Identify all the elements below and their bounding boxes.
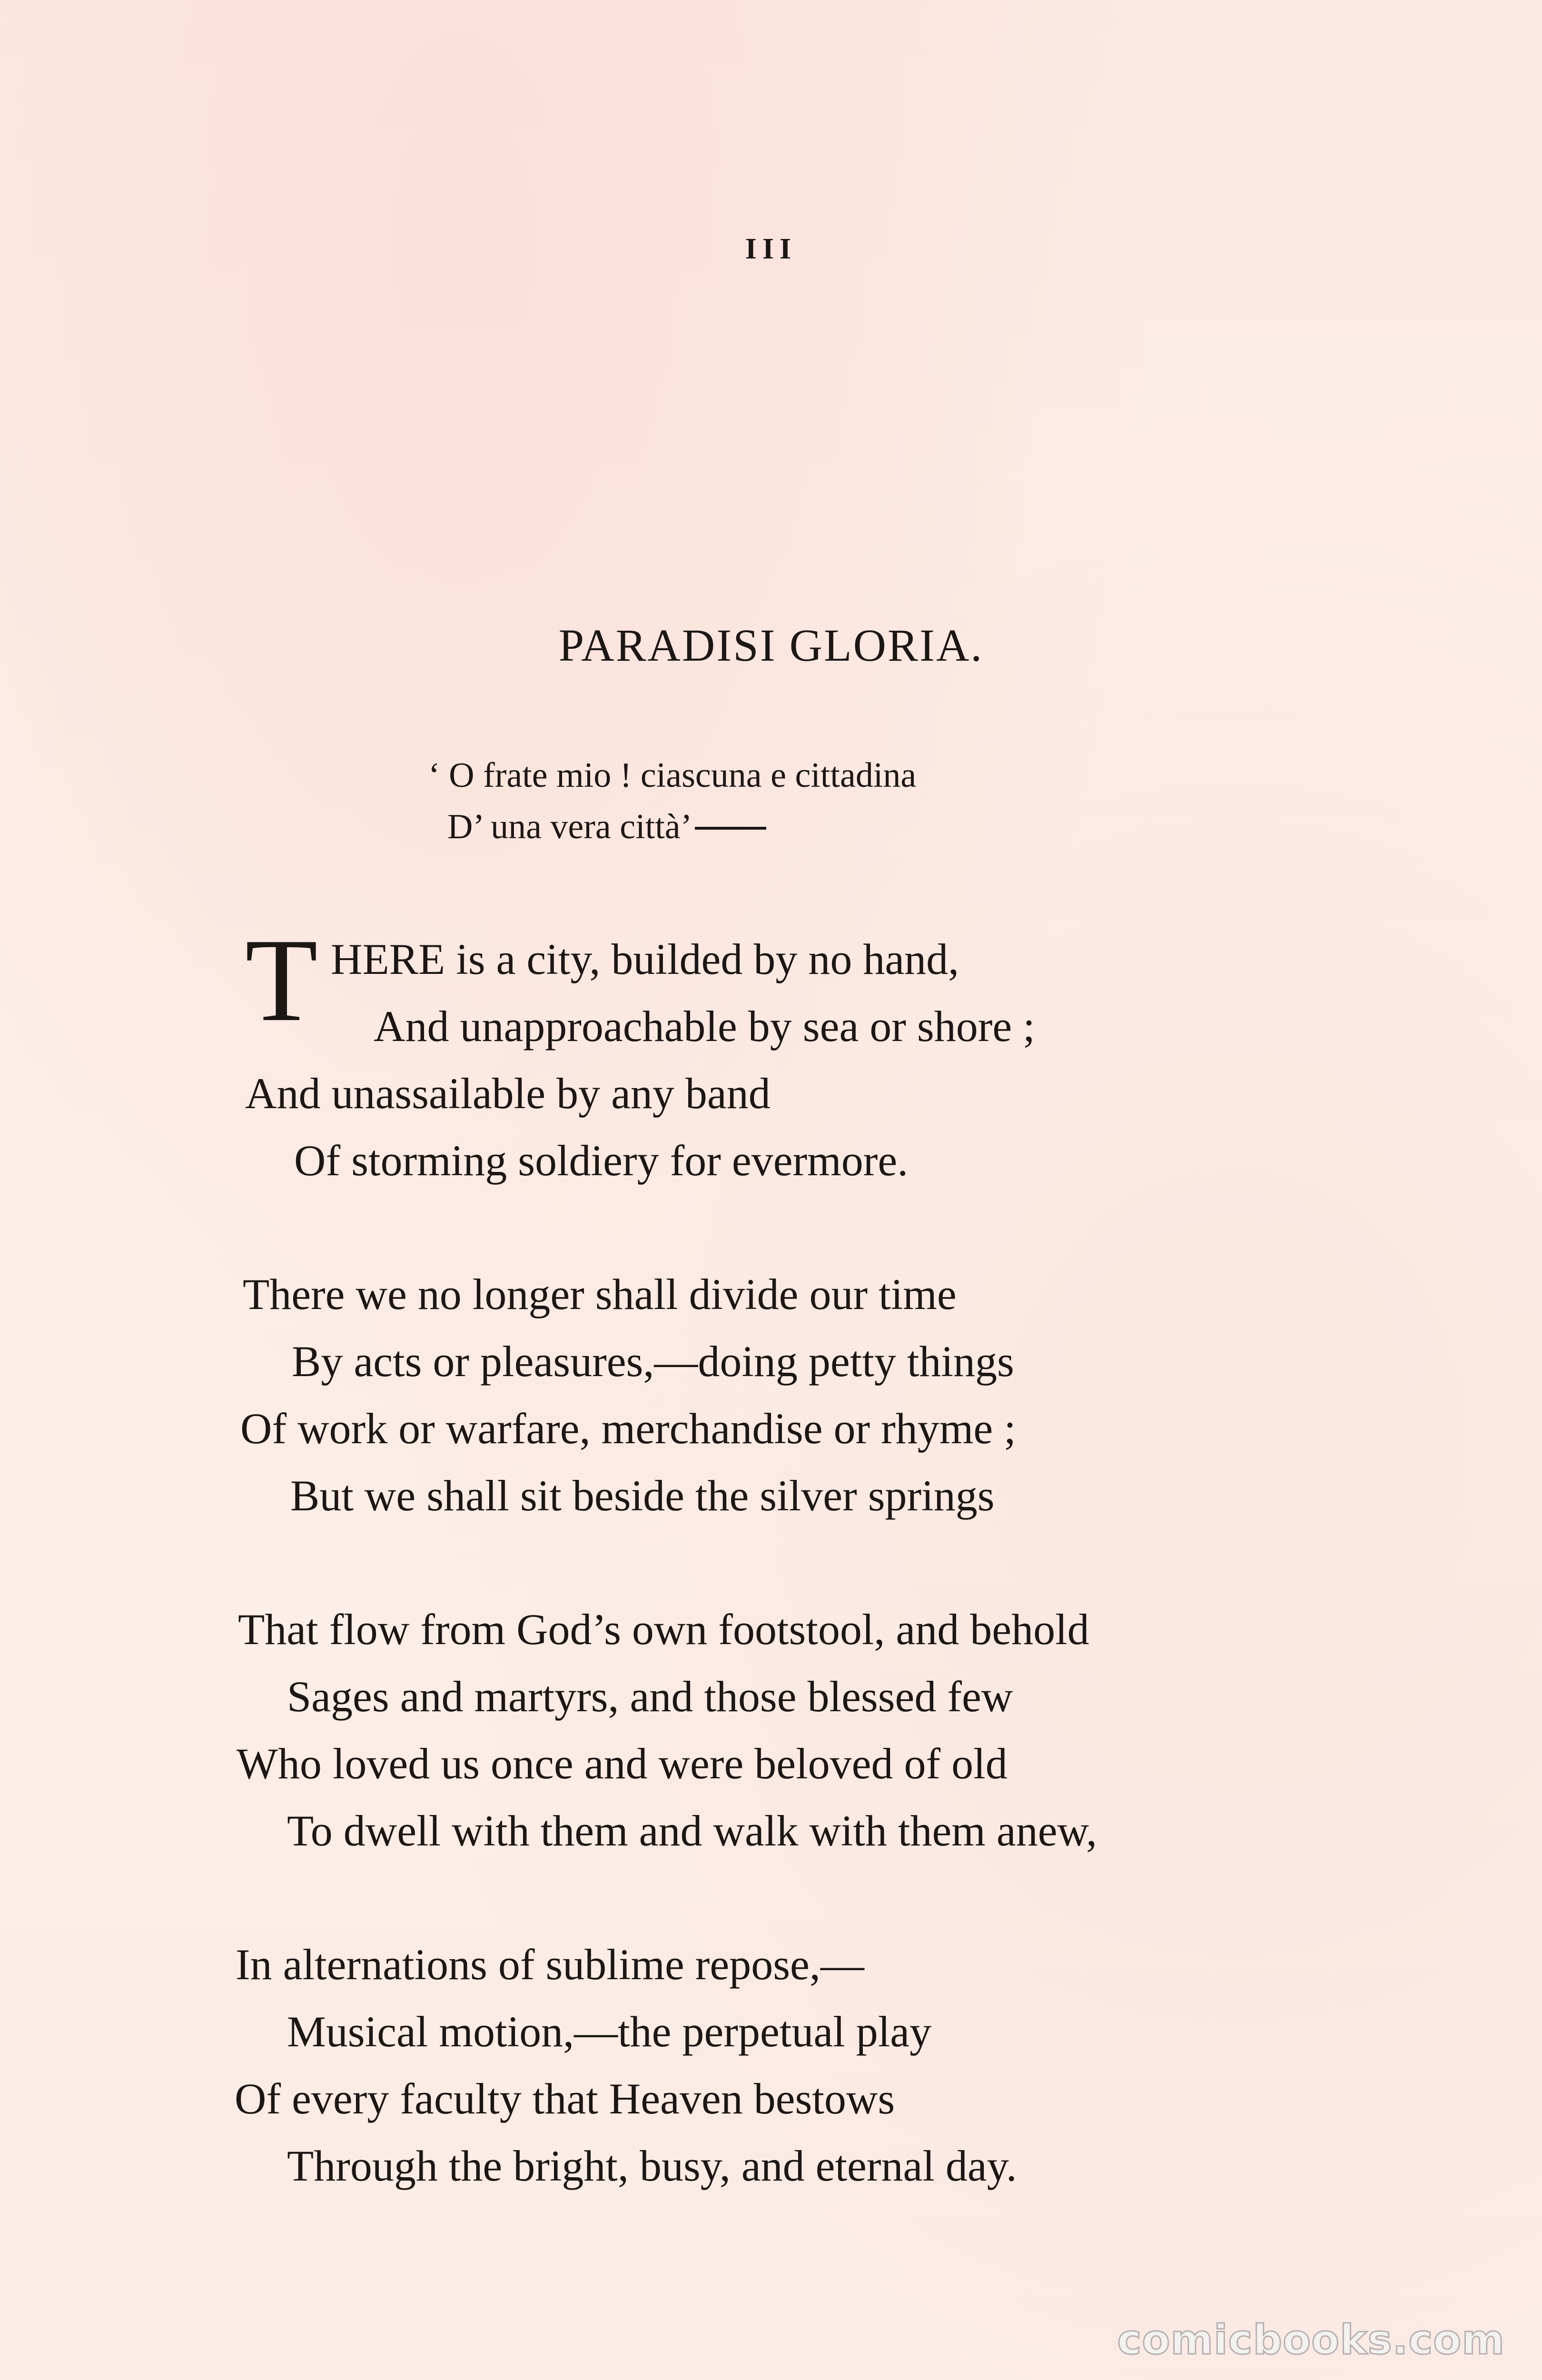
epigraph — [428, 750, 916, 853]
poem-title: PARADISI GLORIA. — [558, 620, 984, 671]
epigraph-dash — [695, 827, 766, 830]
section-number: III — [745, 233, 797, 265]
epigraph-line: ‘ O frate mio ! ciascuna e cittadina — [428, 756, 917, 795]
stanza — [0, 1596, 1542, 1864]
epigraph-line: D’ una vera città’ — [447, 801, 916, 853]
poem-body — [0, 914, 1542, 2266]
verse-line: In alternations of sublime repose,— — [236, 1940, 864, 1989]
verse-line: Through the bright, busy, and eternal day. — [287, 2142, 1017, 2190]
stanza — [0, 914, 1542, 1194]
verse-line: HERE is a city, builded by no hand, — [331, 935, 959, 983]
verse-line: There we no longer shall divide our time — [243, 1270, 957, 1319]
stanza — [0, 1261, 1542, 1529]
verse-line: Sages and martyrs, and those blessed few — [287, 1672, 1013, 1721]
verse-line: Of every faculty that Heaven bestows — [235, 2074, 895, 2123]
verse-line: By acts or pleasures,—doing petty things — [292, 1337, 1014, 1386]
verse-line: To dwell with them and walk with them anew, — [287, 1806, 1097, 1855]
verse-line: And unapproachable by sea or shore ; — [374, 1002, 1035, 1051]
watermark: comicbooks.com — [1117, 2316, 1505, 2364]
verse-line: And unassailable by any band — [245, 1069, 771, 1118]
verse-line: Who loved us once and were beloved of old — [237, 1739, 1008, 1788]
verse-line: That flow from God’s own footstool, and behold — [238, 1605, 1089, 1654]
verse-line: Of work or warfare, merchandise or rhyme ; — [240, 1404, 1016, 1453]
verse-line: But we shall sit beside the silver springs — [290, 1471, 995, 1520]
drop-cap: T — [245, 914, 318, 1046]
verse-line: Of storming soldiery for evermore. — [294, 1136, 909, 1185]
stanza — [0, 1931, 1542, 2200]
verse-line: Musical motion,—the perpetual play — [287, 2007, 932, 2056]
